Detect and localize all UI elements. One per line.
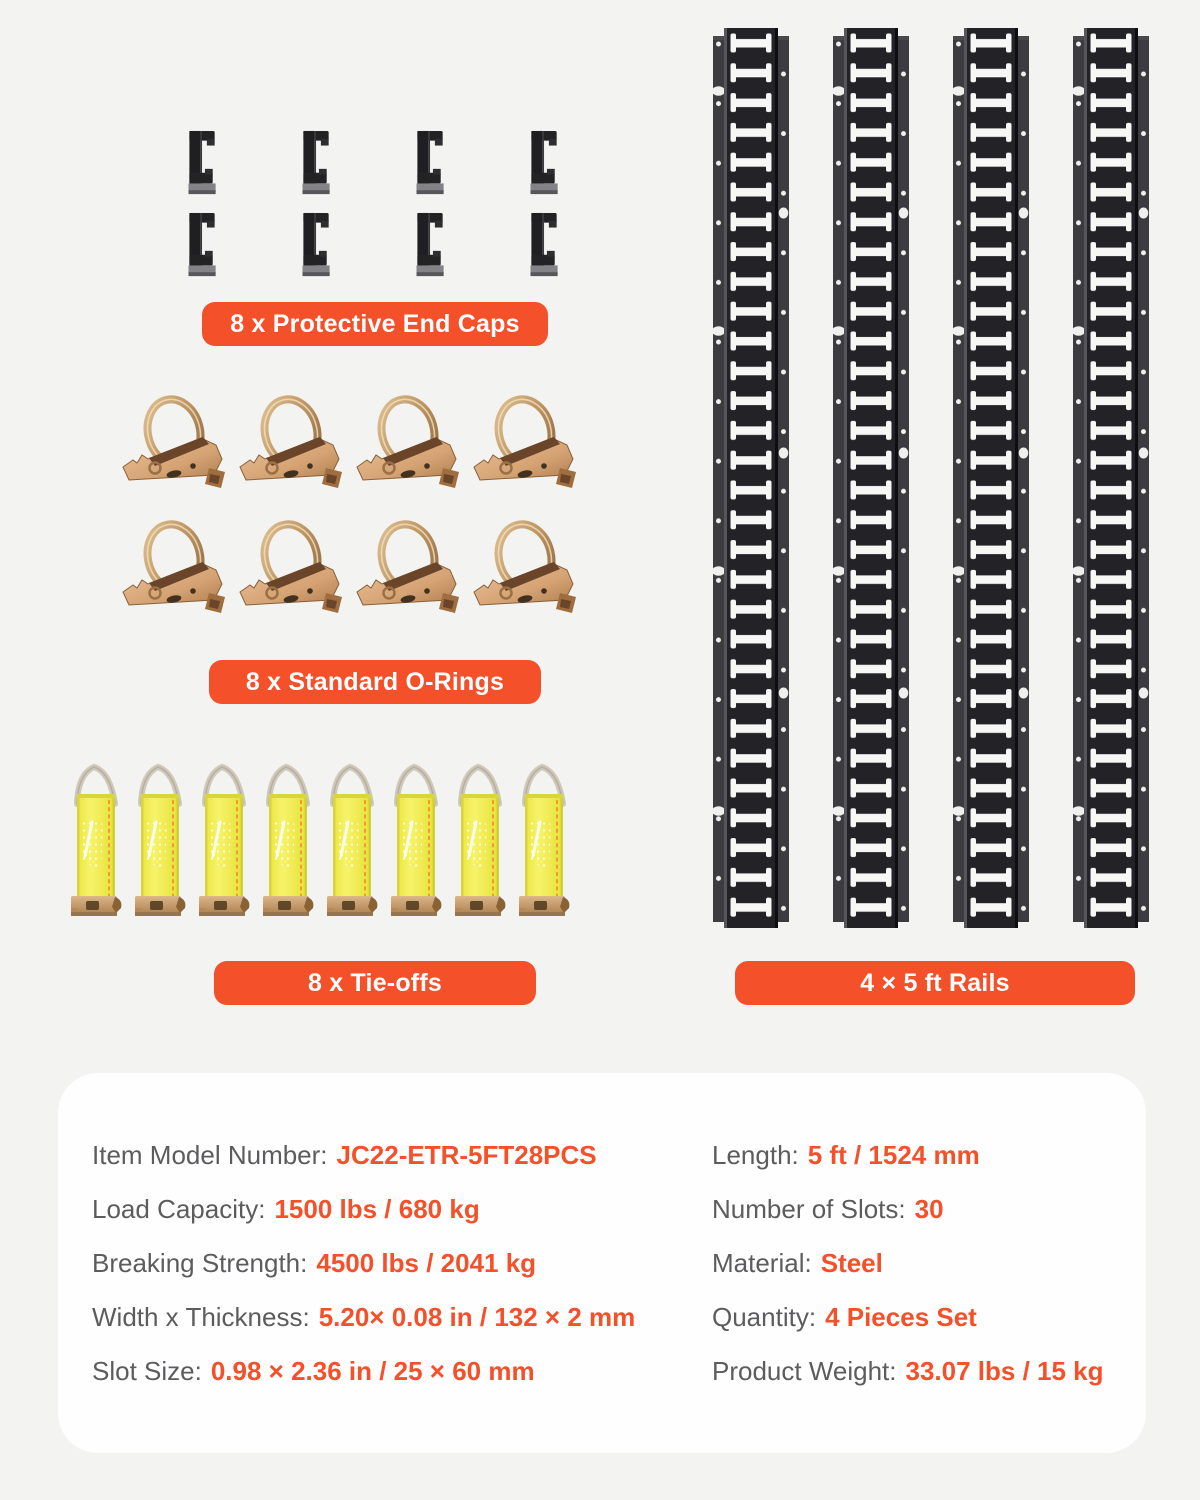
- spec-row-length: [712, 1139, 1104, 1171]
- spec-label: Slot Size:: [92, 1356, 202, 1386]
- tie-off-graphic: [134, 757, 186, 929]
- spec-row-product-weight: [712, 1355, 1104, 1387]
- end-cap-graphic: [416, 212, 446, 280]
- tie-off-graphic: [70, 757, 122, 929]
- spec-value: 1500 lbs / 680 kg: [274, 1194, 480, 1224]
- tie-offs-count-badge: 8 x Tie-offs: [214, 961, 536, 1005]
- o-rings-group: [117, 392, 578, 629]
- end-cap-graphic: [302, 130, 332, 198]
- spec-value: 4500 lbs / 2041 kg: [316, 1248, 537, 1278]
- end-cap-graphic: [302, 212, 332, 280]
- spec-label: Length:: [712, 1140, 799, 1170]
- o-rings-count-badge: 8 x Standard O-Rings: [209, 660, 541, 704]
- tie-off-graphic: [262, 757, 314, 929]
- spec-label: Quantity:: [712, 1302, 817, 1332]
- end-cap-graphic: [188, 212, 218, 280]
- spec-value: 5 ft / 1524 mm: [807, 1140, 980, 1170]
- spec-label: Load Capacity:: [92, 1194, 266, 1224]
- rails-group: [713, 28, 1149, 928]
- o-ring-graphic: [468, 392, 578, 504]
- rails-count-badge: 4 × 5 ft Rails: [735, 961, 1135, 1005]
- end-cap-graphic: [530, 212, 560, 280]
- spec-value: Steel: [820, 1248, 883, 1278]
- spec-value: 33.07 lbs / 15 kg: [905, 1356, 1104, 1386]
- rail-graphic: [833, 28, 909, 928]
- spec-value: 4 Pieces Set: [825, 1302, 977, 1332]
- tie-off-graphic: [390, 757, 442, 929]
- spec-column-right: [712, 1139, 1104, 1409]
- o-ring-graphic: [351, 392, 461, 504]
- end-caps-count-badge: 8 x Protective End Caps: [202, 302, 548, 346]
- spec-label: Number of Slots:: [712, 1194, 906, 1224]
- spec-label: Breaking Strength:: [92, 1248, 308, 1278]
- end-cap-graphic: [416, 130, 446, 198]
- spec-row-model-number: [92, 1139, 635, 1171]
- spec-row-load-capacity: [92, 1193, 635, 1225]
- spec-row-slot-size: [92, 1355, 635, 1387]
- o-ring-graphic: [234, 392, 344, 504]
- spec-value: 30: [914, 1194, 944, 1224]
- tie-off-graphic: [326, 757, 378, 929]
- spec-label: Material:: [712, 1248, 812, 1278]
- tie-off-graphic: [198, 757, 250, 929]
- end-caps-group: [188, 130, 560, 280]
- o-ring-graphic: [117, 392, 227, 504]
- spec-value: JC22-ETR-5FT28PCS: [336, 1140, 597, 1170]
- spec-label: Product Weight:: [712, 1356, 897, 1386]
- rail-graphic: [713, 28, 789, 928]
- o-ring-graphic: [117, 517, 227, 629]
- spec-panel: [58, 1073, 1146, 1453]
- spec-row-quantity: [712, 1301, 1104, 1333]
- tie-offs-group: [70, 757, 570, 929]
- o-ring-graphic: [234, 517, 344, 629]
- end-cap-graphic: [530, 130, 560, 198]
- spec-row-material: [712, 1247, 1104, 1279]
- spec-value: 5.20× 0.08 in / 132 × 2 mm: [318, 1302, 636, 1332]
- spec-label: Item Model Number:: [92, 1140, 328, 1170]
- spec-column-left: [92, 1139, 635, 1409]
- rail-graphic: [1073, 28, 1149, 928]
- o-ring-graphic: [468, 517, 578, 629]
- spec-label: Width x Thickness:: [92, 1302, 310, 1332]
- spec-value: 0.98 × 2.36 in / 25 × 60 mm: [210, 1356, 535, 1386]
- spec-row-breaking-strength: [92, 1247, 635, 1279]
- tie-off-graphic: [518, 757, 570, 929]
- end-cap-graphic: [188, 130, 218, 198]
- o-ring-graphic: [351, 517, 461, 629]
- spec-row-width-thickness: [92, 1301, 635, 1333]
- rail-graphic: [953, 28, 1029, 928]
- tie-off-graphic: [454, 757, 506, 929]
- spec-row-number-of-slots: [712, 1193, 1104, 1225]
